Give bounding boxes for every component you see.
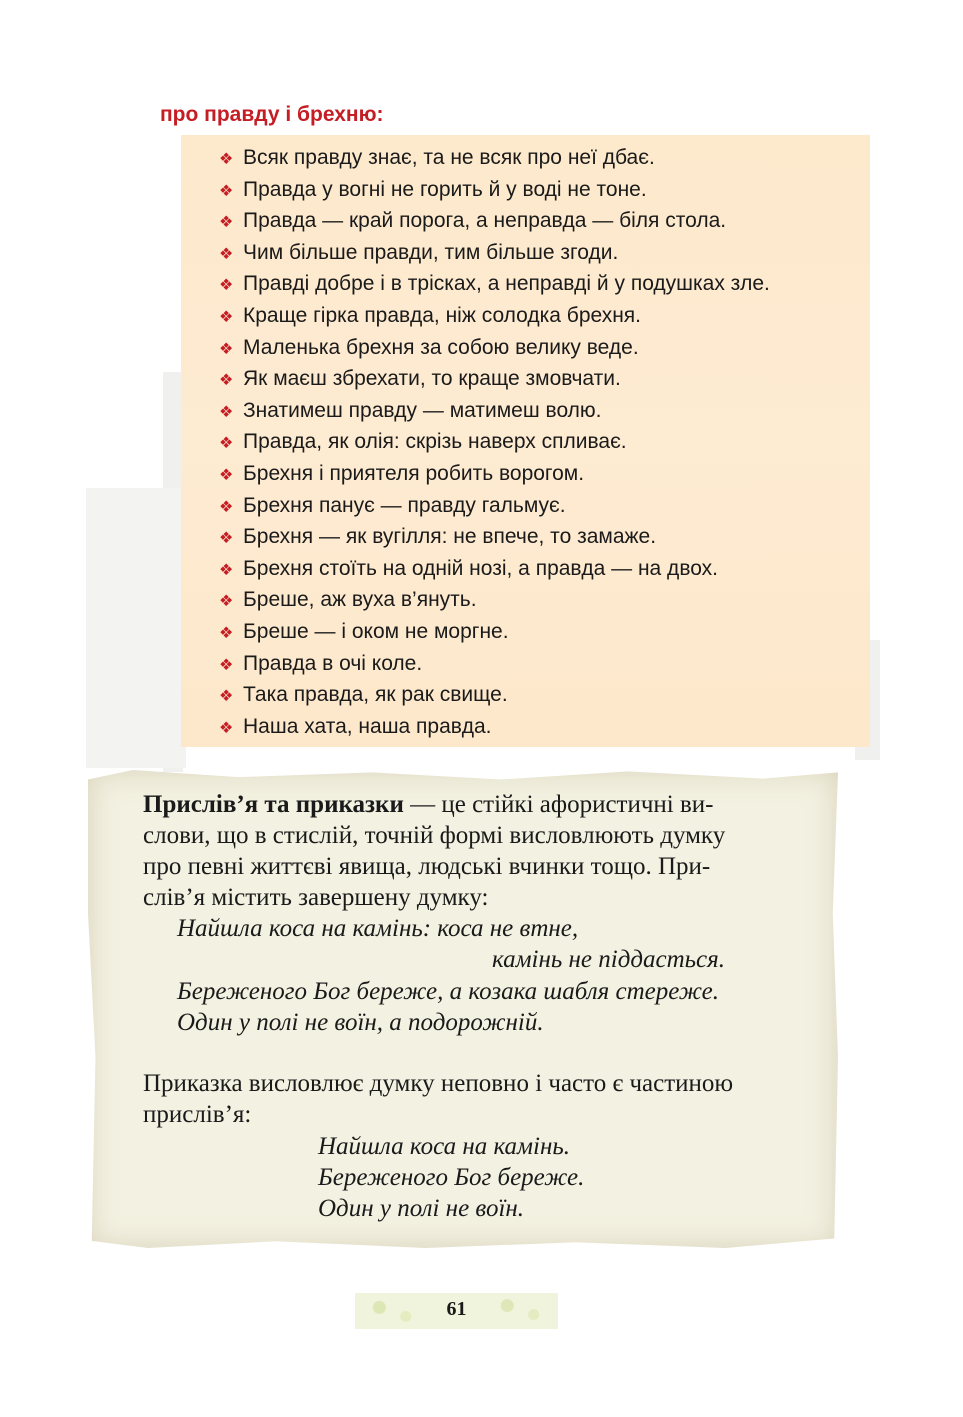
proverb-item: ❖ Брехня стоїть на одній нозі, а правда — на двох.: [219, 553, 770, 585]
proverb-item: ❖ Правді добре і в трісках, а неправді й у подушках зле.: [219, 268, 770, 300]
proverb-item: ❖ Всяк правду знає, та не всяк про неї дбає.: [219, 142, 770, 174]
definition-line: про певні життєві явища, людські вчинки тощо. При-: [143, 853, 711, 880]
example-proverb: Один у полі не воїн, а подорожній.: [177, 1009, 544, 1036]
diamond-bullet-icon: ❖: [219, 245, 234, 263]
definition-line: Прислів’я та приказки — це стійкі афористичні ви-: [143, 791, 714, 818]
proverb-item: ❖ Наша хата, наша правда.: [219, 711, 770, 743]
proverb-item: ❖ Знатимеш правду — матимеш волю.: [219, 395, 770, 427]
proverb-list: [219, 142, 770, 742]
watermark-shape: [86, 488, 186, 768]
proverb-item: ❖ Така правда, як рак свище.: [219, 679, 770, 711]
example-saying: Береженого Бог береже.: [318, 1164, 585, 1191]
proverb-item: ❖ Бреше — і оком не моргне.: [219, 616, 770, 648]
proverb-item: ❖ Брехня і приятеля робить ворогом.: [219, 458, 770, 490]
diamond-bullet-icon: ❖: [219, 688, 234, 706]
proverb-item: ❖ Чим більше правди, тим більше згоди.: [219, 237, 770, 269]
proverb-item: ❖ Краще гірка правда, ніж солодка брехня.: [219, 300, 770, 332]
diamond-bullet-icon: ❖: [219, 498, 234, 516]
proverb-item: ❖ Бреше, аж вуха в’януть.: [219, 584, 770, 616]
diamond-bullet-icon: ❖: [219, 308, 234, 326]
definition-term: Прислів’я та приказки: [143, 791, 404, 818]
saying-definition-line: Приказка висловлює думку неповно і часто є частиною: [143, 1070, 734, 1097]
proverb-item: ❖ Маленька брехня за собою велику веде.: [219, 332, 770, 364]
proverb-box: [181, 135, 870, 747]
diamond-bullet-icon: ❖: [219, 182, 234, 200]
diamond-bullet-icon: ❖: [219, 466, 234, 484]
example-saying: Найшла коса на камінь.: [318, 1133, 570, 1160]
example-proverb: Береженого Бог береже, а козака шабля стереже.: [177, 978, 719, 1005]
example-saying: Один у полі не воїн.: [318, 1195, 525, 1222]
diamond-bullet-icon: ❖: [219, 151, 234, 168]
proverb-item: ❖ Як маєш збрехати, то краще змовчати.: [219, 363, 770, 395]
diamond-bullet-icon: ❖: [219, 435, 234, 453]
diamond-bullet-icon: ❖: [219, 214, 234, 232]
page-number-badge: [355, 1293, 558, 1329]
proverb-item: ❖ Правда — край порога, а неправда — біля стола.: [219, 205, 770, 237]
diamond-bullet-icon: ❖: [219, 593, 234, 611]
diamond-bullet-icon: ❖: [219, 719, 234, 737]
diamond-bullet-icon: ❖: [219, 656, 234, 674]
proverb-item: ❖ Брехня панує — правду гальмує.: [219, 490, 770, 522]
saying-definition-line: прислів’я:: [143, 1101, 252, 1128]
proverb-item: ❖ Правда, як олія: скрізь наверх спливає.: [219, 426, 770, 458]
proverb-item: ❖ Правда в очі коле.: [219, 648, 770, 680]
diamond-bullet-icon: ❖: [219, 277, 234, 295]
diamond-bullet-icon: ❖: [219, 403, 234, 421]
proverb-item: ❖ Брехня — як вугілля: не впече, то замаже.: [219, 521, 770, 553]
example-proverb: Найшла коса на камінь: коса не втне,: [177, 915, 579, 942]
diamond-bullet-icon: ❖: [219, 561, 234, 579]
definition-line: слів’я містить завершену думку:: [143, 884, 489, 911]
definition-line: слови, що в стислій, точній формі висловлюють думку: [143, 822, 726, 849]
diamond-bullet-icon: ❖: [219, 372, 234, 390]
section-heading: про правду і брехню:: [160, 103, 384, 126]
diamond-bullet-icon: ❖: [219, 340, 234, 358]
proverb-item: ❖ Правда у вогні не горить й у воді не тоне.: [219, 174, 770, 206]
diamond-bullet-icon: ❖: [219, 624, 234, 642]
example-proverb: камінь не піддасться.: [492, 946, 725, 973]
diamond-bullet-icon: ❖: [219, 530, 234, 548]
page-number: 61: [446, 1298, 467, 1320]
